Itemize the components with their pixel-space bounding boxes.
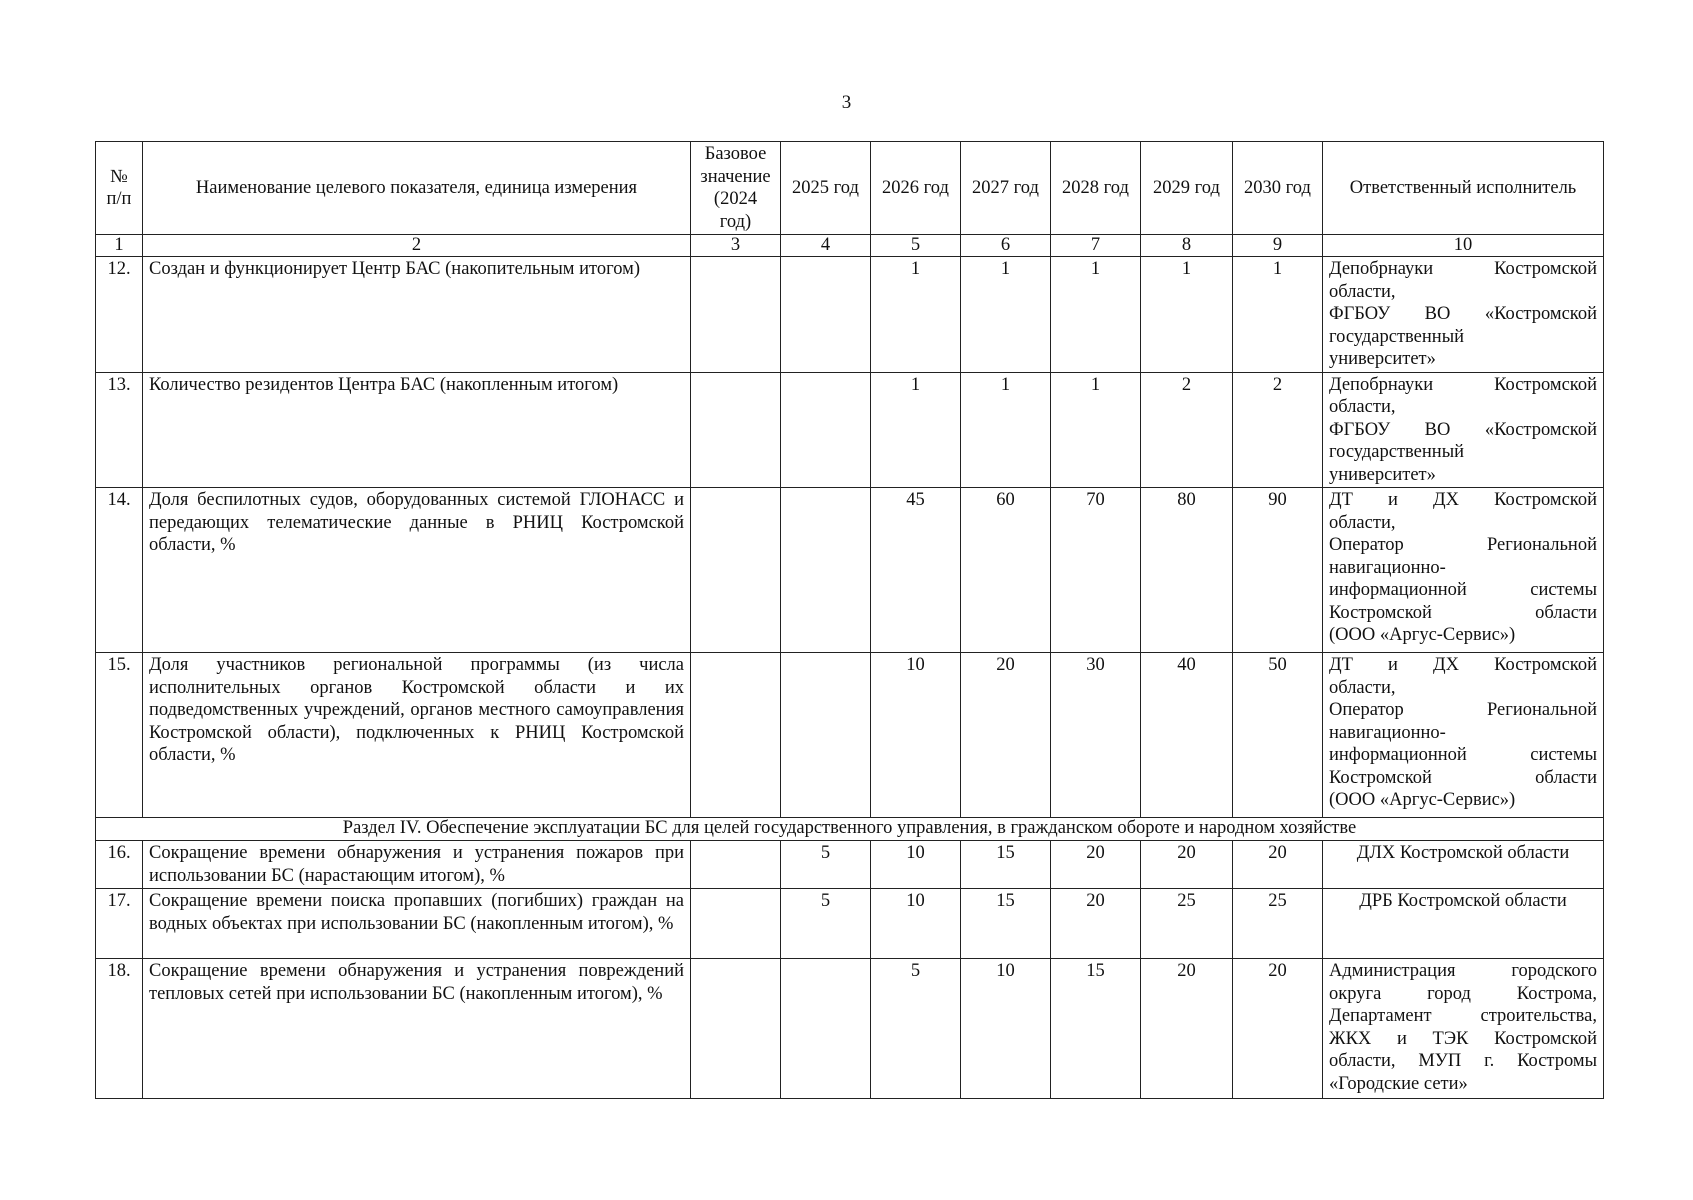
indicator-name: Сокращение времени обнаружения и устранения повреждений тепловых сетей при использовании БС (накопленным итогом), % <box>143 959 691 1099</box>
responsible-line: ФГБОУ ВО «Костромской <box>1329 304 1597 324</box>
responsible-line: навигационно- <box>1329 722 1446 743</box>
column-number: 6 <box>961 235 1051 257</box>
base-value <box>691 488 781 653</box>
value-2025 <box>781 372 871 488</box>
responsible-line: Депобрнауки Костромской <box>1329 259 1597 279</box>
table-row <box>96 889 1604 959</box>
column-number: 9 <box>1233 235 1323 257</box>
responsible-line: Костромской области <box>1329 602 1597 623</box>
header-responsible: Ответственный исполнитель <box>1323 142 1604 235</box>
responsible-executor <box>1323 653 1604 818</box>
row-number: 12. <box>96 257 143 373</box>
row-number: 14. <box>96 488 143 653</box>
value-2030: 90 <box>1233 488 1323 653</box>
responsible-line: «Городские сети» <box>1329 1073 1468 1094</box>
value-2025 <box>781 488 871 653</box>
responsible-line: округа город Кострома, <box>1329 983 1597 1004</box>
base-value <box>691 653 781 818</box>
column-number: 8 <box>1141 235 1233 257</box>
value-2025 <box>781 653 871 818</box>
value-2030: 1 <box>1233 257 1323 373</box>
header-2028: 2028 год <box>1051 142 1141 235</box>
value-2026: 5 <box>871 959 961 1099</box>
responsible-line: (ООО «Аргус-Сервис») <box>1329 625 1516 645</box>
table-row <box>96 959 1604 1099</box>
row-number: 17. <box>96 889 143 959</box>
header-2026: 2026 год <box>871 142 961 235</box>
value-2030: 20 <box>1233 959 1323 1099</box>
header-row <box>96 142 1604 235</box>
indicator-name: Доля беспилотных судов, оборудованных системой ГЛОНАСС и передающих телематические данные в РНИЦ Костромской области, % <box>143 488 691 653</box>
column-number: 5 <box>871 235 961 257</box>
header-2025: 2025 год <box>781 142 871 235</box>
section-row <box>96 818 1604 841</box>
header-name: Наименование целевого показателя, единица измерения <box>143 142 691 235</box>
responsible-line: Департамент строительства, <box>1329 1006 1597 1026</box>
value-2029: 20 <box>1141 841 1233 889</box>
responsible-executor: ДЛХ Костромской области <box>1323 841 1604 889</box>
responsible-line: государственный <box>1329 326 1465 347</box>
value-2027: 15 <box>961 841 1051 889</box>
value-2027: 20 <box>961 653 1051 818</box>
section-title: Раздел IV. Обеспечение эксплуатации БС для целей государственного управления, в гражданском обороте и народном хозяйстве <box>96 818 1604 841</box>
indicator-name: Сокращение времени обнаружения и устранения пожаров при использовании БС (нарастающим итогом), % <box>143 841 691 889</box>
value-2026: 1 <box>871 372 961 488</box>
value-2029: 1 <box>1141 257 1233 373</box>
header-2029: 2029 год <box>1141 142 1233 235</box>
header-2030: 2030 год <box>1233 142 1323 235</box>
responsible-executor <box>1323 372 1604 488</box>
responsible-line: информационной системы <box>1329 745 1597 765</box>
responsible-line: Оператор Региональной <box>1329 700 1597 720</box>
table-row <box>96 653 1604 818</box>
row-number: 15. <box>96 653 143 818</box>
responsible-executor: ДРБ Костромской области <box>1323 889 1604 959</box>
value-2030: 25 <box>1233 889 1323 959</box>
column-number: 7 <box>1051 235 1141 257</box>
value-2025: 5 <box>781 889 871 959</box>
value-2026: 10 <box>871 841 961 889</box>
value-2025 <box>781 959 871 1099</box>
responsible-line: области, <box>1329 677 1396 698</box>
value-2029: 20 <box>1141 959 1233 1099</box>
value-2027: 60 <box>961 488 1051 653</box>
column-number: 3 <box>691 235 781 257</box>
base-value <box>691 841 781 889</box>
value-2028: 15 <box>1051 959 1141 1099</box>
value-2029: 2 <box>1141 372 1233 488</box>
value-2030: 2 <box>1233 372 1323 488</box>
responsible-line: области, <box>1329 281 1396 302</box>
responsible-line: ФГБОУ ВО «Костромской <box>1329 419 1597 440</box>
page-number: 3 <box>841 92 852 113</box>
value-2029: 40 <box>1141 653 1233 818</box>
responsible-line: государственный <box>1329 442 1465 462</box>
responsible-line: ЖКХ и ТЭК Костромской <box>1329 1028 1597 1049</box>
value-2030: 50 <box>1233 653 1323 818</box>
column-number: 4 <box>781 235 871 257</box>
responsible-line: области, <box>1329 512 1396 533</box>
row-number: 18. <box>96 959 143 1099</box>
column-number: 10 <box>1323 235 1604 257</box>
value-2027: 10 <box>961 959 1051 1099</box>
value-2026: 1 <box>871 257 961 373</box>
targets-table <box>95 141 1604 1099</box>
base-value <box>691 889 781 959</box>
value-2025: 5 <box>781 841 871 889</box>
responsible-line: Оператор Региональной <box>1329 535 1597 555</box>
responsible-line: Администрация городского <box>1329 961 1597 981</box>
base-value <box>691 372 781 488</box>
header-num: № п/п <box>96 142 143 235</box>
table-row <box>96 257 1604 373</box>
base-value <box>691 959 781 1099</box>
value-2026: 45 <box>871 488 961 653</box>
table-row <box>96 841 1604 889</box>
responsible-executor <box>1323 488 1604 653</box>
responsible-executor <box>1323 959 1604 1099</box>
column-number: 2 <box>143 235 691 257</box>
responsible-line: навигационно- <box>1329 557 1446 578</box>
value-2028: 1 <box>1051 372 1141 488</box>
value-2028: 70 <box>1051 488 1141 653</box>
table-row <box>96 488 1604 653</box>
value-2027: 15 <box>961 889 1051 959</box>
indicator-name: Создан и функционирует Центр БАС (накопительным итогом) <box>143 257 691 373</box>
header-2027: 2027 год <box>961 142 1051 235</box>
base-value <box>691 257 781 373</box>
responsible-line: университет» <box>1329 464 1436 485</box>
value-2026: 10 <box>871 889 961 959</box>
responsible-line: информационной системы <box>1329 580 1597 600</box>
responsible-line: ДТ и ДХ Костромской <box>1329 655 1597 675</box>
column-numbers-row <box>96 235 1604 257</box>
header-base: Базовое значение (2024 год) <box>691 142 781 235</box>
responsible-line: Депобрнауки Костромской <box>1329 374 1597 395</box>
value-2028: 20 <box>1051 889 1141 959</box>
value-2028: 30 <box>1051 653 1141 818</box>
indicator-name: Количество резидентов Центра БАС (накопленным итогом) <box>143 372 691 488</box>
responsible-executor <box>1323 257 1604 373</box>
indicator-name: Сокращение времени поиска пропавших (погибших) граждан на водных объектах при использовании БС (накопленным итогом), % <box>143 889 691 959</box>
value-2026: 10 <box>871 653 961 818</box>
responsible-line: области, <box>1329 397 1396 417</box>
value-2029: 25 <box>1141 889 1233 959</box>
value-2025 <box>781 257 871 373</box>
responsible-line: области, МУП г. Костромы <box>1329 1051 1597 1071</box>
value-2028: 20 <box>1051 841 1141 889</box>
value-2028: 1 <box>1051 257 1141 373</box>
row-number: 13. <box>96 372 143 488</box>
value-2030: 20 <box>1233 841 1323 889</box>
column-number: 1 <box>96 235 143 257</box>
responsible-line: ДТ и ДХ Костромской <box>1329 490 1597 510</box>
value-2027: 1 <box>961 257 1051 373</box>
table-row <box>96 372 1604 488</box>
indicator-name: Доля участников региональной программы (из числа исполнительных органов Костромской области и их подведомственных учреждений, органов местного самоуправления Костромской области), подключенных к РНИЦ Костромской области, % <box>143 653 691 818</box>
responsible-line: университет» <box>1329 349 1436 369</box>
value-2029: 80 <box>1141 488 1233 653</box>
responsible-line: Костромской области <box>1329 767 1597 788</box>
responsible-line: (ООО «Аргус-Сервис») <box>1329 790 1516 810</box>
value-2027: 1 <box>961 372 1051 488</box>
row-number: 16. <box>96 841 143 889</box>
